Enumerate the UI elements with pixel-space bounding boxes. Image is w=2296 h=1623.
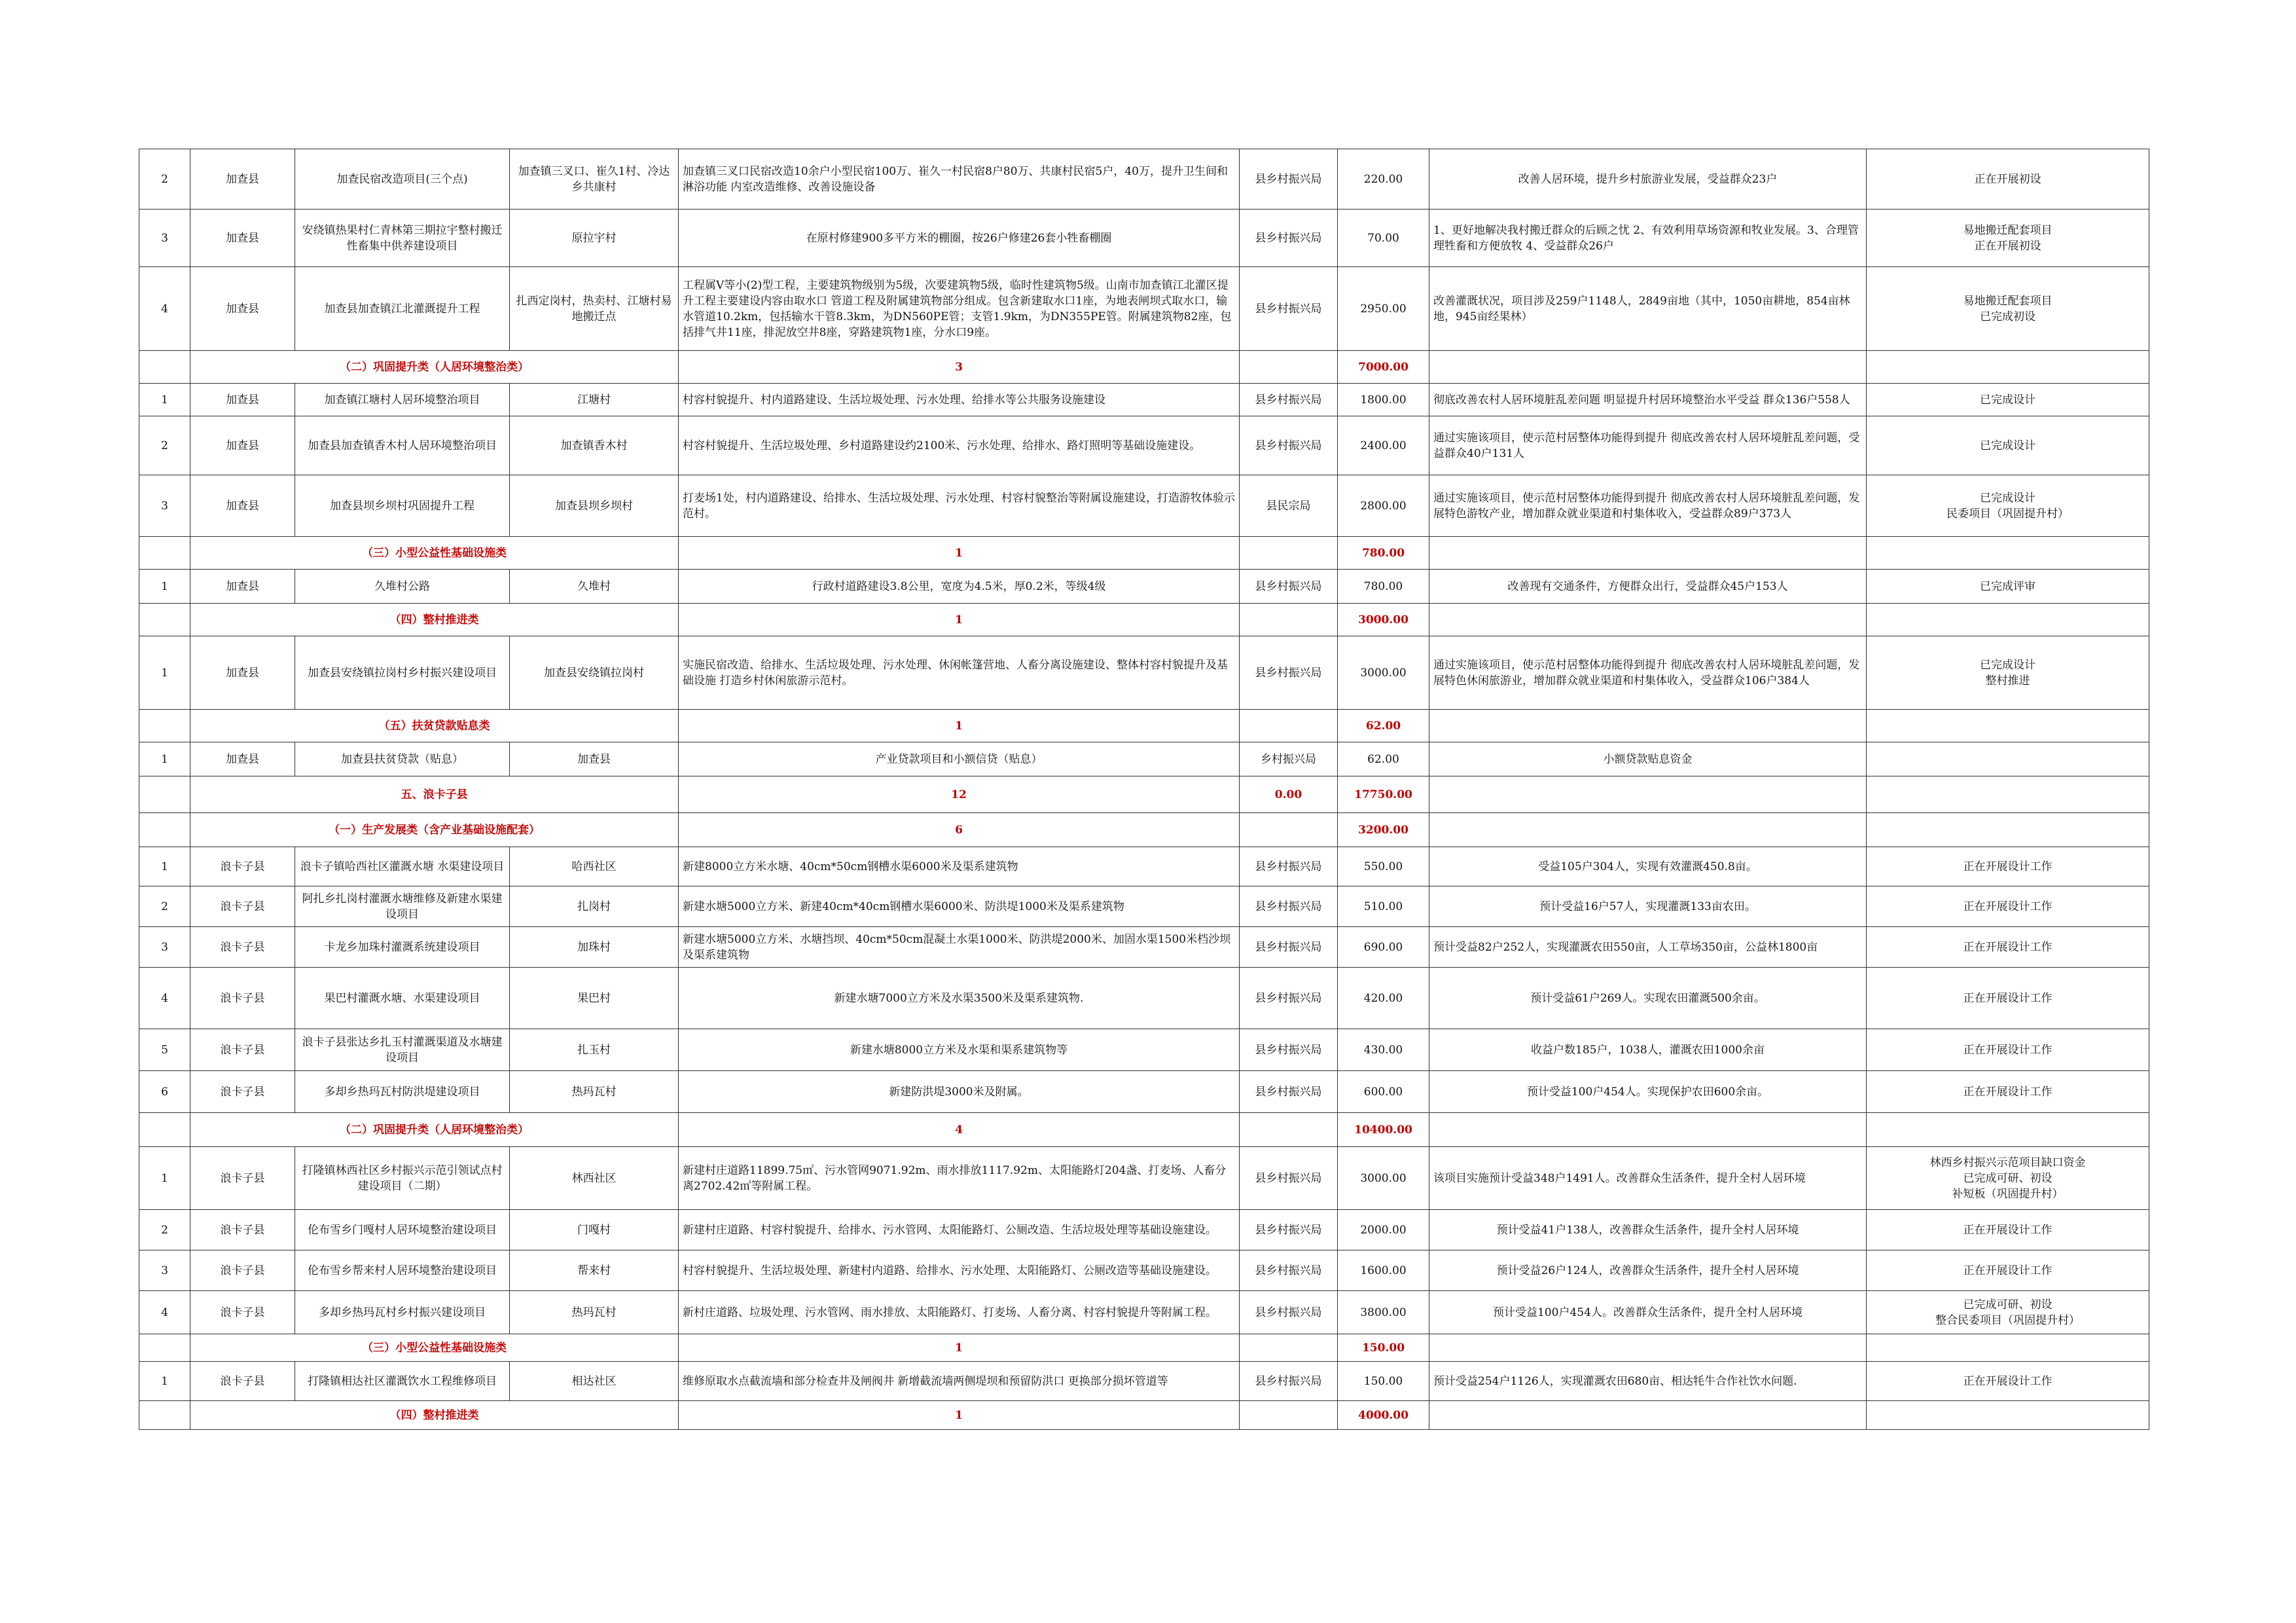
department-cell: 0.00 bbox=[1240, 776, 1338, 813]
department-cell: 县乡村振兴局 bbox=[1240, 416, 1338, 475]
project-table bbox=[139, 149, 2149, 1430]
status-cell: 已完成设计 民委项目（巩固提升村） bbox=[1867, 475, 2149, 537]
department-cell: 县乡村振兴局 bbox=[1240, 1210, 1338, 1250]
table-row bbox=[139, 927, 2149, 968]
amount-cell: 420.00 bbox=[1338, 968, 1429, 1029]
table-row bbox=[139, 1362, 2149, 1401]
benefit-cell: 1、更好地解决我村搬迁群众的后顾之忧 2、有效利用草场资源和牧业发展。3、合理管理牲畜和方便放牧 4、受益群众26户 bbox=[1429, 210, 1867, 267]
row-number-cell bbox=[139, 1401, 190, 1430]
county-cell: 加查县 bbox=[190, 149, 295, 210]
row-number-cell: 5 bbox=[139, 1029, 190, 1071]
row-number-cell: 1 bbox=[139, 1147, 190, 1210]
status-cell: 已完成评审 bbox=[1867, 570, 2149, 604]
status-cell: 正在开展设计工作 bbox=[1867, 1250, 2149, 1291]
row-number-cell: 3 bbox=[139, 1250, 190, 1291]
table-row bbox=[139, 210, 2149, 267]
row-number-cell bbox=[139, 537, 190, 570]
category-row bbox=[139, 537, 2149, 570]
table-row bbox=[139, 570, 2149, 604]
location-cell: 加查镇香木村 bbox=[510, 416, 679, 475]
content-cell: 4 bbox=[679, 1113, 1240, 1147]
benefit-cell: 彻底改善农村人居环境脏乱差问题 明显提升村居环境整治水平受益 群众136户558人 bbox=[1429, 384, 1867, 416]
department-cell: 县乡村振兴局 bbox=[1240, 1291, 1338, 1334]
benefit-cell: 预计受益26户124人，改善群众生活条件，提升全村人居环境 bbox=[1429, 1250, 1867, 1291]
status-cell: 易地搬迁配套项目 已完成初设 bbox=[1867, 267, 2149, 351]
table-row bbox=[139, 1029, 2149, 1071]
benefit-cell bbox=[1429, 604, 1867, 636]
content-cell: 12 bbox=[679, 776, 1240, 813]
content-cell: 行政村道路建设3.8公里，宽度为4.5米，厚0.2米，等级4级 bbox=[679, 570, 1240, 604]
status-cell: 已完成可研、初设 整合民委项目（巩固提升村） bbox=[1867, 1291, 2149, 1334]
county-cell: 浪卡子县 bbox=[190, 1362, 295, 1401]
benefit-cell bbox=[1429, 776, 1867, 813]
department-cell: 县乡村振兴局 bbox=[1240, 1071, 1338, 1113]
row-number-cell bbox=[139, 351, 190, 384]
location-cell: 林西社区 bbox=[510, 1147, 679, 1210]
county-cell: 浪卡子县 bbox=[190, 1210, 295, 1250]
status-cell bbox=[1867, 537, 2149, 570]
status-cell bbox=[1867, 1401, 2149, 1430]
amount-cell: 2000.00 bbox=[1338, 1210, 1429, 1250]
amount-cell: 10400.00 bbox=[1338, 1113, 1429, 1147]
benefit-cell: 通过实施该项目，使示范村居整体功能得到提升 彻底改善农村人居环境脏乱差问题，受益群众40户131人 bbox=[1429, 416, 1867, 475]
department-cell bbox=[1240, 1113, 1338, 1147]
row-number-cell: 4 bbox=[139, 267, 190, 351]
project-name-cell: 伦布雪乡门嘎村人居环境整治建设项目 bbox=[295, 1210, 510, 1250]
amount-cell: 3000.00 bbox=[1338, 636, 1429, 710]
county-cell: 加查县 bbox=[190, 267, 295, 351]
amount-cell: 1600.00 bbox=[1338, 1250, 1429, 1291]
status-cell: 正在开展设计工作 bbox=[1867, 1210, 2149, 1250]
status-cell bbox=[1867, 604, 2149, 636]
amount-cell: 690.00 bbox=[1338, 927, 1429, 968]
department-cell: 县乡村振兴局 bbox=[1240, 927, 1338, 968]
status-cell bbox=[1867, 351, 2149, 384]
table-row bbox=[139, 636, 2149, 710]
category-row bbox=[139, 604, 2149, 636]
content-cell: 3 bbox=[679, 351, 1240, 384]
content-cell: 新建水塘7000立方米及水渠3500米及渠系建筑物. bbox=[679, 968, 1240, 1029]
amount-cell: 3000.00 bbox=[1338, 604, 1429, 636]
amount-cell: 17750.00 bbox=[1338, 776, 1429, 813]
status-cell: 已完成设计 bbox=[1867, 384, 2149, 416]
department-cell bbox=[1240, 813, 1338, 847]
county-cell: 加查县 bbox=[190, 570, 295, 604]
amount-cell: 1800.00 bbox=[1338, 384, 1429, 416]
row-number-cell: 4 bbox=[139, 968, 190, 1029]
status-cell: 已完成设计 bbox=[1867, 416, 2149, 475]
row-number-cell: 1 bbox=[139, 570, 190, 604]
location-cell: 加查县安绕镇拉岗村 bbox=[510, 636, 679, 710]
table-row bbox=[139, 968, 2149, 1029]
department-cell: 乡村振兴局 bbox=[1240, 742, 1338, 776]
content-cell: 村容村貌提升、生活垃圾处理、新建村内道路、给排水、污水处理、太阳能路灯、公厕改造等基础设施建设。 bbox=[679, 1250, 1240, 1291]
table-row bbox=[139, 416, 2149, 475]
content-cell: 新建村庄道路、村容村貌提升、给排水、污水管网、太阳能路灯、公厕改造、生活垃圾处理等基础设施建设。 bbox=[679, 1210, 1240, 1250]
category-label: （二）巩固提升类（人居环境整治类） bbox=[190, 351, 679, 384]
status-cell bbox=[1867, 742, 2149, 776]
location-cell: 扎西定岗村，热卖村、江塘村易地搬迁点 bbox=[510, 267, 679, 351]
row-number-cell: 3 bbox=[139, 475, 190, 537]
location-cell: 扎岗村 bbox=[510, 886, 679, 927]
department-cell bbox=[1240, 537, 1338, 570]
content-cell: 新建水塘5000立方米、水塘挡坝、40cm*50cm混凝土水渠1000米、防洪堤2000米、加固水渠1500米档沙坝及渠系建筑物 bbox=[679, 927, 1240, 968]
row-number-cell: 1 bbox=[139, 742, 190, 776]
project-name-cell: 多却乡热玛瓦村防洪堤建设项目 bbox=[295, 1071, 510, 1113]
project-name-cell: 卡龙乡加珠村灌溉系统建设项目 bbox=[295, 927, 510, 968]
category-label: （五）扶贫贷款贴息类 bbox=[190, 710, 679, 742]
benefit-cell bbox=[1429, 1401, 1867, 1430]
department-cell: 县乡村振兴局 bbox=[1240, 636, 1338, 710]
category-row bbox=[139, 813, 2149, 847]
row-number-cell: 1 bbox=[139, 847, 190, 886]
table-row bbox=[139, 1210, 2149, 1250]
category-label: （三）小型公益性基础设施类 bbox=[190, 1334, 679, 1362]
benefit-cell: 预计受益41户138人，改善群众生活条件，提升全村人居环境 bbox=[1429, 1210, 1867, 1250]
location-cell: 果巴村 bbox=[510, 968, 679, 1029]
benefit-cell: 受益105户304人，实现有效灌溉450.8亩。 bbox=[1429, 847, 1867, 886]
department-cell: 县乡村振兴局 bbox=[1240, 267, 1338, 351]
amount-cell: 780.00 bbox=[1338, 570, 1429, 604]
location-cell: 加查镇三叉口、崔久1村、冷达乡共康村 bbox=[510, 149, 679, 210]
department-cell: 县乡村振兴局 bbox=[1240, 886, 1338, 927]
county-cell: 浪卡子县 bbox=[190, 886, 295, 927]
amount-cell: 780.00 bbox=[1338, 537, 1429, 570]
benefit-cell: 预计受益100户454人。实现保护农田600余亩。 bbox=[1429, 1071, 1867, 1113]
status-cell bbox=[1867, 1113, 2149, 1147]
amount-cell: 3200.00 bbox=[1338, 813, 1429, 847]
location-cell: 江塘村 bbox=[510, 384, 679, 416]
benefit-cell: 预计受益100户454人。改善群众生活条件，提升全村人居环境 bbox=[1429, 1291, 1867, 1334]
project-name-cell: 安绕镇热果村仁青林第三期拉宇整村搬迁性畜集中供养建设项目 bbox=[295, 210, 510, 267]
table-row bbox=[139, 1071, 2149, 1113]
status-cell: 已完成设计 整村推进 bbox=[1867, 636, 2149, 710]
location-cell: 久堆村 bbox=[510, 570, 679, 604]
benefit-cell: 预计受益16户57人，实现灌溉133亩农田。 bbox=[1429, 886, 1867, 927]
amount-cell: 2400.00 bbox=[1338, 416, 1429, 475]
county-cell: 浪卡子县 bbox=[190, 1250, 295, 1291]
project-name-cell: 加查县扶贫贷款（贴息） bbox=[295, 742, 510, 776]
county-cell: 浪卡子县 bbox=[190, 927, 295, 968]
benefit-cell: 收益户数185户，1038人，灌溉农田1000余亩 bbox=[1429, 1029, 1867, 1071]
category-label: （四）整村推进类 bbox=[190, 604, 679, 636]
benefit-cell: 预计受益254户1126人，实现灌溉农田680亩、相达牦牛合作社饮水问题. bbox=[1429, 1362, 1867, 1401]
row-number-cell bbox=[139, 710, 190, 742]
row-number-cell bbox=[139, 776, 190, 813]
project-name-cell: 加查县安绕镇拉岗村乡村振兴建设项目 bbox=[295, 636, 510, 710]
amount-cell: 220.00 bbox=[1338, 149, 1429, 210]
benefit-cell bbox=[1429, 1113, 1867, 1147]
county-cell: 浪卡子县 bbox=[190, 968, 295, 1029]
county-cell: 加查县 bbox=[190, 636, 295, 710]
location-cell: 门嘎村 bbox=[510, 1210, 679, 1250]
status-cell: 林西乡村振兴示范项目缺口资金 已完成可研、初设 补短板（巩固提升村） bbox=[1867, 1147, 2149, 1210]
department-cell: 县乡村振兴局 bbox=[1240, 968, 1338, 1029]
row-number-cell bbox=[139, 813, 190, 847]
project-name-cell: 加查县坝乡坝村巩固提升工程 bbox=[295, 475, 510, 537]
county-cell: 加查县 bbox=[190, 210, 295, 267]
content-cell: 1 bbox=[679, 537, 1240, 570]
project-name-cell: 加查县加查镇香木村人居环境整治项目 bbox=[295, 416, 510, 475]
row-number-cell: 2 bbox=[139, 149, 190, 210]
content-cell: 打麦场1处，村内道路建设、给排水、生活垃圾处理、污水处理、村容村貌整治等附属设施建设，打造游牧体验示范村。 bbox=[679, 475, 1240, 537]
content-cell: 新建防洪堤3000米及附属。 bbox=[679, 1071, 1240, 1113]
benefit-cell: 改善现有交通条件，方便群众出行，受益群众45户153人 bbox=[1429, 570, 1867, 604]
county-cell: 加查县 bbox=[190, 475, 295, 537]
location-cell: 哈西社区 bbox=[510, 847, 679, 886]
department-cell: 县乡村振兴局 bbox=[1240, 847, 1338, 886]
amount-cell: 3000.00 bbox=[1338, 1147, 1429, 1210]
table-row bbox=[139, 1147, 2149, 1210]
row-number-cell: 4 bbox=[139, 1291, 190, 1334]
project-name-cell: 多却乡热玛瓦村乡村振兴建设项目 bbox=[295, 1291, 510, 1334]
location-cell: 帮来村 bbox=[510, 1250, 679, 1291]
project-name-cell: 果巴村灌溉水塘、水渠建设项目 bbox=[295, 968, 510, 1029]
amount-cell: 510.00 bbox=[1338, 886, 1429, 927]
category-row bbox=[139, 1401, 2149, 1430]
location-cell: 加查县坝乡坝村 bbox=[510, 475, 679, 537]
county-cell: 浪卡子县 bbox=[190, 1029, 295, 1071]
status-cell bbox=[1867, 1334, 2149, 1362]
status-cell: 正在开展设计工作 bbox=[1867, 847, 2149, 886]
project-name-cell: 打隆镇林西社区乡村振兴示范引领试点村建设项目（二期） bbox=[295, 1147, 510, 1210]
status-cell: 正在开展设计工作 bbox=[1867, 968, 2149, 1029]
row-number-cell: 2 bbox=[139, 416, 190, 475]
benefit-cell: 预计受益61户269人。实现农田灌溉500余亩。 bbox=[1429, 968, 1867, 1029]
row-number-cell: 1 bbox=[139, 384, 190, 416]
benefit-cell bbox=[1429, 710, 1867, 742]
benefit-cell: 预计受益82户252人，实现灌溉农田550亩，人工草场350亩，公益林1800亩 bbox=[1429, 927, 1867, 968]
row-number-cell: 2 bbox=[139, 886, 190, 927]
benefit-cell bbox=[1429, 813, 1867, 847]
project-name-cell: 打隆镇相达社区灌溉饮水工程维修项目 bbox=[295, 1362, 510, 1401]
category-label: （二）巩固提升类（人居环境整治类） bbox=[190, 1113, 679, 1147]
row-number-cell: 1 bbox=[139, 1362, 190, 1401]
status-cell: 正在开展设计工作 bbox=[1867, 927, 2149, 968]
content-cell: 新建水塘5000立方米、新建40cm*40cm钢槽水渠6000米、防洪堤1000米及渠系建筑物 bbox=[679, 886, 1240, 927]
department-cell bbox=[1240, 1334, 1338, 1362]
content-cell: 新建8000立方米水塘、40cm*50cm钢槽水渠6000米及渠系建筑物 bbox=[679, 847, 1240, 886]
row-number-cell: 6 bbox=[139, 1071, 190, 1113]
amount-cell: 550.00 bbox=[1338, 847, 1429, 886]
department-cell: 县乡村振兴局 bbox=[1240, 384, 1338, 416]
table-row bbox=[139, 475, 2149, 537]
project-name-cell: 加查县加查镇江北灌溉提升工程 bbox=[295, 267, 510, 351]
location-cell: 加查县 bbox=[510, 742, 679, 776]
row-number-cell: 3 bbox=[139, 927, 190, 968]
content-cell: 1 bbox=[679, 604, 1240, 636]
content-cell: 1 bbox=[679, 710, 1240, 742]
content-cell: 1 bbox=[679, 1401, 1240, 1430]
content-cell: 工程属Ⅴ等小(2)型工程，主要建筑物级别为5级，次要建筑物5级，临时性建筑物5级。山南市加查镇江北灌区提升工程主要建设内容由取水口 管道工程及附属建筑物部分组成。包含新建取水口1座，为地表闸坝式取水口，输水管道10.2km，包括输水干管8.3km，为DN560PE管；支管1.9km，为DN355PE管。附属建筑物82座，包括排气井11座，排泥放空井8座，穿路建筑物1座，分水口9座。 bbox=[679, 267, 1240, 351]
benefit-cell: 改善灌溉状况，项目涉及259户1148人，2849亩地（其中，1050亩耕地，854亩林地，945亩经果林） bbox=[1429, 267, 1867, 351]
department-cell: 县民宗局 bbox=[1240, 475, 1338, 537]
status-cell bbox=[1867, 710, 2149, 742]
category-row bbox=[139, 1113, 2149, 1147]
county-cell: 浪卡子县 bbox=[190, 1071, 295, 1113]
content-cell: 维修原取水点截流墙和部分检查井及闸阀井 新增截流墙两侧堤坝和预留防洪口 更换部分损坏管道等 bbox=[679, 1362, 1240, 1401]
status-cell: 正在开展初设 bbox=[1867, 149, 2149, 210]
category-label: （三）小型公益性基础设施类 bbox=[190, 537, 679, 570]
row-number-cell: 1 bbox=[139, 636, 190, 710]
table-row bbox=[139, 384, 2149, 416]
amount-cell: 62.00 bbox=[1338, 742, 1429, 776]
category-label: 五、浪卡子县 bbox=[190, 776, 679, 813]
status-cell: 正在开展设计工作 bbox=[1867, 1071, 2149, 1113]
category-label: （一）生产发展类（含产业基础设施配套） bbox=[190, 813, 679, 847]
amount-cell: 600.00 bbox=[1338, 1071, 1429, 1113]
category-row bbox=[139, 710, 2149, 742]
department-cell: 县乡村振兴局 bbox=[1240, 149, 1338, 210]
benefit-cell: 小额贷款贴息资金 bbox=[1429, 742, 1867, 776]
content-cell: 新建村庄道路11899.75㎡、污水管网9071.92m、雨水排放1117.92m、太阳能路灯204盏、打麦场、人畜分离2702.42㎡等附属工程。 bbox=[679, 1147, 1240, 1210]
county-cell: 加查县 bbox=[190, 416, 295, 475]
status-cell: 正在开展设计工作 bbox=[1867, 1362, 2149, 1401]
department-cell: 县乡村振兴局 bbox=[1240, 1362, 1338, 1401]
amount-cell: 150.00 bbox=[1338, 1362, 1429, 1401]
benefit-cell bbox=[1429, 1334, 1867, 1362]
status-cell bbox=[1867, 813, 2149, 847]
county-cell: 浪卡子县 bbox=[190, 847, 295, 886]
content-cell: 新村庄道路、垃圾处理、污水管网、雨水排放、太阳能路灯、打麦场、人畜分离、村容村貌提升等附属工程。 bbox=[679, 1291, 1240, 1334]
table-row bbox=[139, 1250, 2149, 1291]
department-cell: 县乡村振兴局 bbox=[1240, 1147, 1338, 1210]
county-cell: 加查县 bbox=[190, 384, 295, 416]
table-row bbox=[139, 847, 2149, 886]
amount-cell: 62.00 bbox=[1338, 710, 1429, 742]
table-row bbox=[139, 1291, 2149, 1334]
department-cell bbox=[1240, 604, 1338, 636]
location-cell: 原拉宇村 bbox=[510, 210, 679, 267]
benefit-cell bbox=[1429, 351, 1867, 384]
location-cell: 热玛瓦村 bbox=[510, 1291, 679, 1334]
row-number-cell: 2 bbox=[139, 1210, 190, 1250]
category-label: （四）整村推进类 bbox=[190, 1401, 679, 1430]
row-number-cell bbox=[139, 1113, 190, 1147]
amount-cell: 70.00 bbox=[1338, 210, 1429, 267]
content-cell: 产业贷款项目和小额信贷（贴息） bbox=[679, 742, 1240, 776]
department-cell: 县乡村振兴局 bbox=[1240, 570, 1338, 604]
status-cell: 正在开展设计工作 bbox=[1867, 1029, 2149, 1071]
location-cell: 加珠村 bbox=[510, 927, 679, 968]
amount-cell: 150.00 bbox=[1338, 1334, 1429, 1362]
status-cell bbox=[1867, 776, 2149, 813]
content-cell: 加查镇三叉口民宿改造10余户小型民宿100万、崔久一村民宿8户80万、共康村民宿5户，40万，提升卫生间和淋浴功能 内室改造维修、改善设施设备 bbox=[679, 149, 1240, 210]
project-name-cell: 浪卡子镇哈西社区灌溉水塘 水渠建设项目 bbox=[295, 847, 510, 886]
content-cell: 新建水塘8000立方米及水渠和渠系建筑物等 bbox=[679, 1029, 1240, 1071]
status-cell: 易地搬迁配套项目 正在开展初设 bbox=[1867, 210, 2149, 267]
amount-cell: 430.00 bbox=[1338, 1029, 1429, 1071]
table-row bbox=[139, 149, 2149, 210]
amount-cell: 4000.00 bbox=[1338, 1401, 1429, 1430]
department-cell: 县乡村振兴局 bbox=[1240, 1250, 1338, 1291]
department-cell: 县乡村振兴局 bbox=[1240, 1029, 1338, 1071]
content-cell: 1 bbox=[679, 1334, 1240, 1362]
department-cell: 县乡村振兴局 bbox=[1240, 210, 1338, 267]
project-name-cell: 加查镇江塘村人居环境整治项目 bbox=[295, 384, 510, 416]
project-name-cell: 伦布雪乡帮来村人居环境整治建设项目 bbox=[295, 1250, 510, 1291]
location-cell: 扎玉村 bbox=[510, 1029, 679, 1071]
category-row bbox=[139, 351, 2149, 384]
county-cell: 浪卡子县 bbox=[190, 1147, 295, 1210]
benefit-cell: 该项目实施预计受益348户1491人。改善群众生活条件，提升全村人居环境 bbox=[1429, 1147, 1867, 1210]
county-row bbox=[139, 776, 2149, 813]
benefit-cell: 改善人居环境，提升乡村旅游业发展，受益群众23户 bbox=[1429, 149, 1867, 210]
table-row bbox=[139, 742, 2149, 776]
row-number-cell: 3 bbox=[139, 210, 190, 267]
row-number-cell bbox=[139, 1334, 190, 1362]
department-cell bbox=[1240, 710, 1338, 742]
location-cell: 相达社区 bbox=[510, 1362, 679, 1401]
content-cell: 村容村貌提升、村内道路建设、生活垃圾处理、污水处理、给排水等公共服务设施建设 bbox=[679, 384, 1240, 416]
amount-cell: 2950.00 bbox=[1338, 267, 1429, 351]
benefit-cell: 通过实施该项目，使示范村居整体功能得到提升 彻底改善农村人居环境脏乱差问题，发展特色游牧产业，增加群众就业渠道和村集体收入，受益群众89户373人 bbox=[1429, 475, 1867, 537]
department-cell bbox=[1240, 351, 1338, 384]
status-cell: 正在开展设计工作 bbox=[1867, 886, 2149, 927]
amount-cell: 7000.00 bbox=[1338, 351, 1429, 384]
category-row bbox=[139, 1334, 2149, 1362]
project-name-cell: 阿扎乡扎岗村灌溉水塘维修及新建水渠建设项目 bbox=[295, 886, 510, 927]
table-row bbox=[139, 886, 2149, 927]
department-cell bbox=[1240, 1401, 1338, 1430]
table-row bbox=[139, 267, 2149, 351]
row-number-cell bbox=[139, 604, 190, 636]
benefit-cell bbox=[1429, 537, 1867, 570]
county-cell: 加查县 bbox=[190, 742, 295, 776]
county-cell: 浪卡子县 bbox=[190, 1291, 295, 1334]
project-name-cell: 加查民宿改造项目(三个点) bbox=[295, 149, 510, 210]
amount-cell: 3800.00 bbox=[1338, 1291, 1429, 1334]
amount-cell: 2800.00 bbox=[1338, 475, 1429, 537]
content-cell: 在原村修建900多平方米的棚圈，按26户修建26套小牲畜棚圈 bbox=[679, 210, 1240, 267]
project-name-cell: 浪卡子县张达乡扎玉村灌溉渠道及水塘建设项目 bbox=[295, 1029, 510, 1071]
project-name-cell: 久堆村公路 bbox=[295, 570, 510, 604]
location-cell: 热玛瓦村 bbox=[510, 1071, 679, 1113]
benefit-cell: 通过实施该项目，使示范村居整体功能得到提升 彻底改善农村人居环境脏乱差问题，发展特色休闲旅游业，增加群众就业渠道和村集体收入，受益群众106户384人 bbox=[1429, 636, 1867, 710]
content-cell: 6 bbox=[679, 813, 1240, 847]
content-cell: 村容村貌提升、生活垃圾处理、乡村道路建设约2100米、污水处理、给排水、路灯照明等基础设施建设。 bbox=[679, 416, 1240, 475]
content-cell: 实施民宿改造、给排水、生活垃圾处理、污水处理、休闲帐篷营地、人畜分离设施建设、整体村容村貌提升及基础设施 打造乡村休闲旅游示范村。 bbox=[679, 636, 1240, 710]
